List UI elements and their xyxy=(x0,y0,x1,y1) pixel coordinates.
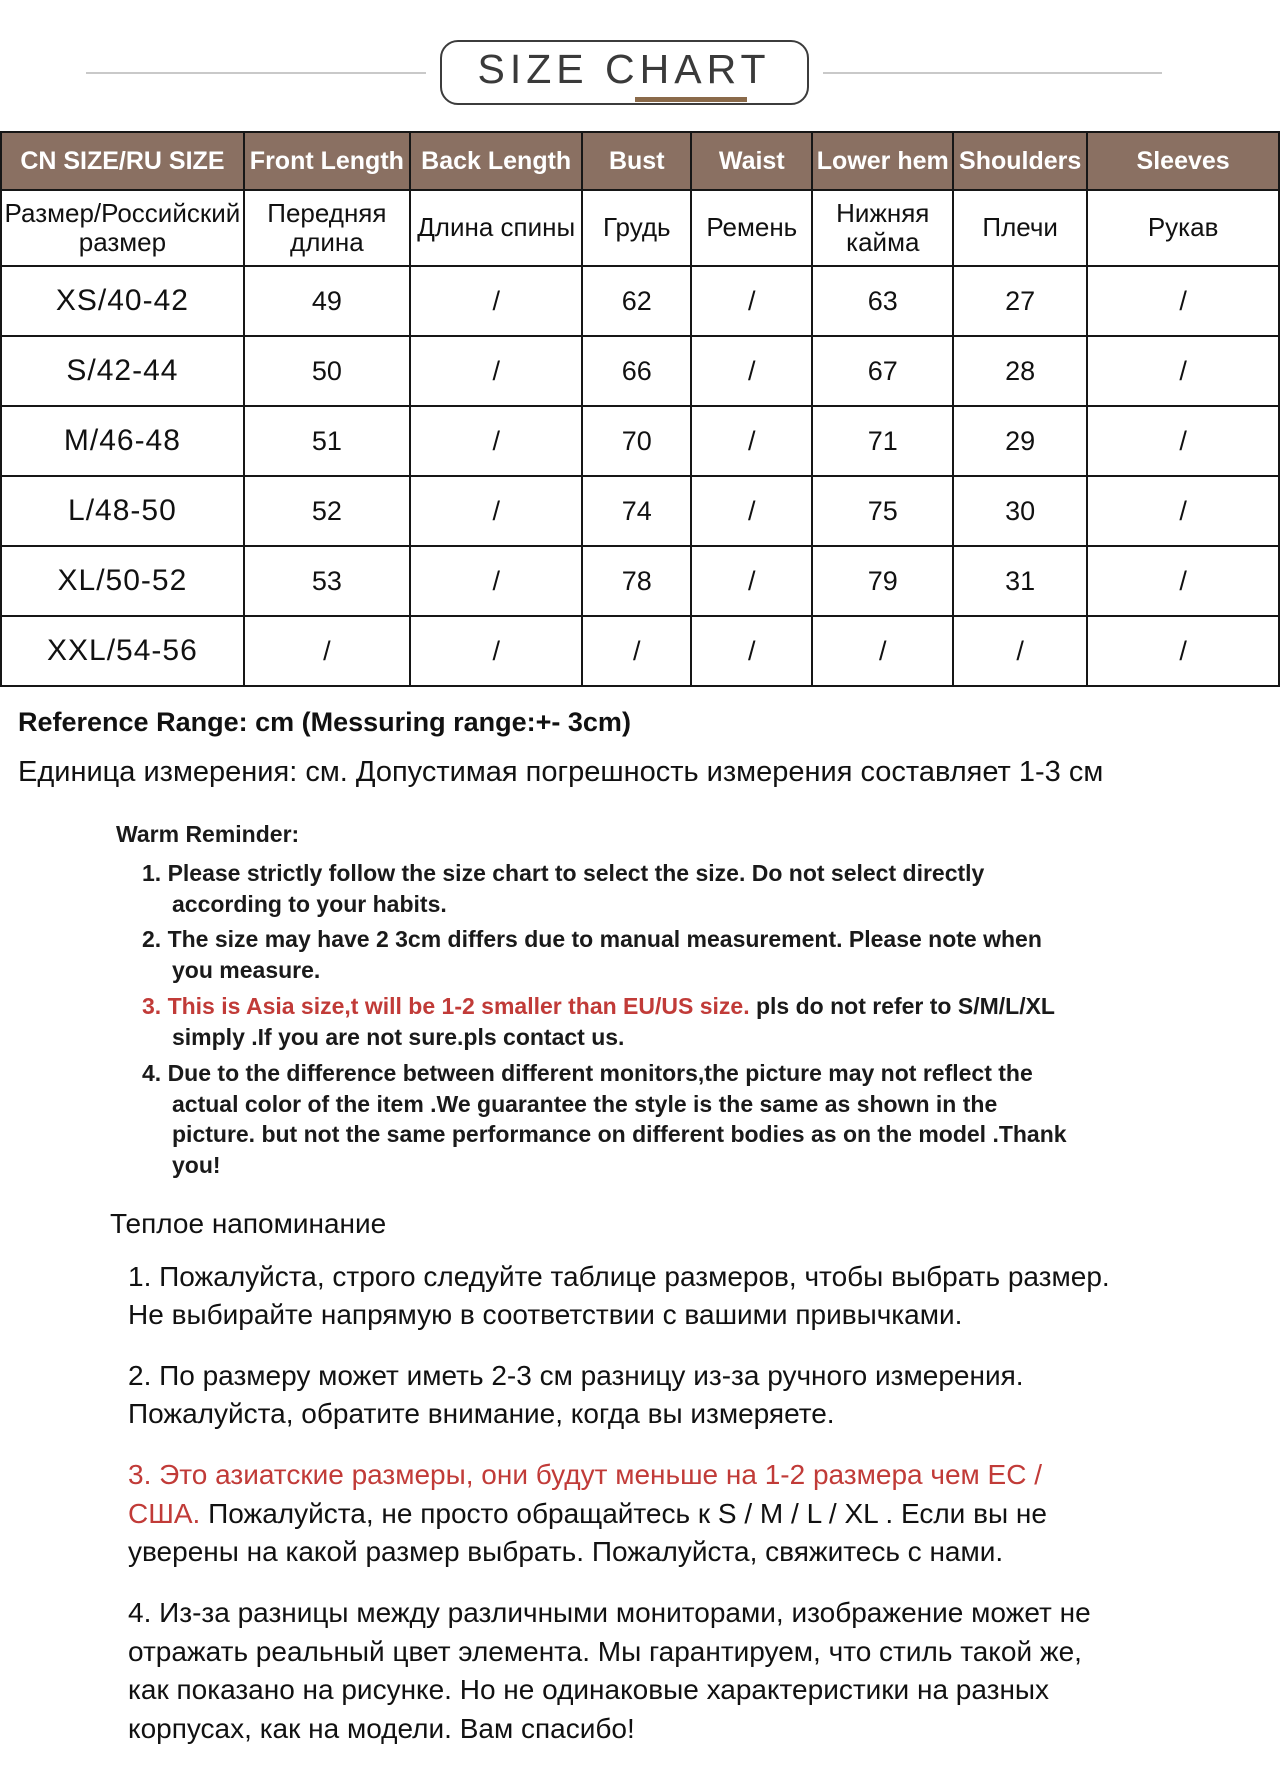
warm-reminder-item-3 xyxy=(142,991,1076,1053)
reminder-text: 1. Please strictly follow the size chart to select the size. Do not select directly according to your habits. xyxy=(142,859,985,917)
col-header-bust-en: Bust xyxy=(582,132,691,190)
value-cell: 52 xyxy=(244,476,410,546)
col-header-size-en: CN SIZE/RU SIZE xyxy=(1,132,244,190)
value-cell: / xyxy=(410,266,583,336)
value-cell: / xyxy=(1087,406,1279,476)
value-cell: / xyxy=(1087,616,1279,686)
reminder-text-red: 3. Это азиатские размеры, они будут меньше на 1-2 размера чем ЕС / США. xyxy=(128,1459,1043,1529)
ru-reminder-title: Теплое напоминание xyxy=(110,1207,387,1239)
col-header-waist-en: Waist xyxy=(691,132,812,190)
value-cell: / xyxy=(1087,266,1279,336)
value-cell: / xyxy=(410,616,583,686)
reminder-text-red: 3. This is Asia size,t will be 1-2 smaller than EU/US size. xyxy=(142,993,750,1020)
value-cell: / xyxy=(691,616,812,686)
warm-reminder-item-4 xyxy=(142,1058,1076,1181)
size-cell: S/42-44 xyxy=(1,336,244,406)
title-row xyxy=(86,40,1162,105)
size-chart-page xyxy=(0,40,1280,1748)
value-cell: / xyxy=(1087,476,1279,546)
size-chart-title-box xyxy=(440,40,809,105)
page-title: SIZE CHART xyxy=(477,46,771,92)
col-header-shoulders-en: Shoulders xyxy=(953,132,1087,190)
value-cell: / xyxy=(691,336,812,406)
value-cell: 27 xyxy=(953,266,1087,336)
value-cell: / xyxy=(410,476,583,546)
title-underline-accent xyxy=(635,97,747,102)
warm-reminder-section xyxy=(116,819,1076,1181)
value-cell: / xyxy=(410,546,583,616)
col-header-bust-ru: Грудь xyxy=(582,190,691,266)
value-cell: 49 xyxy=(244,266,410,336)
value-cell: 74 xyxy=(582,476,691,546)
reminder-text: 4. Due to the difference between different monitors,the picture may not reflect the actual color of the item .We guarantee the style is the same as shown in the picture. but not the same performance on different bodies as on the model .Thank you! xyxy=(142,1059,1067,1179)
value-cell: / xyxy=(953,616,1087,686)
col-header-sleeves-ru: Рукав xyxy=(1087,190,1279,266)
size-row-s xyxy=(1,336,1279,406)
warm-reminder-item-1 xyxy=(142,858,1076,920)
value-cell: 71 xyxy=(812,406,953,476)
value-cell: 78 xyxy=(582,546,691,616)
value-cell: 66 xyxy=(582,336,691,406)
value-cell: / xyxy=(691,406,812,476)
size-cell: XXL/54-56 xyxy=(1,616,244,686)
value-cell: 67 xyxy=(812,336,953,406)
reminder-text: pls do not refer to S/M/L/XL simply .If you are not sure.pls contact us. xyxy=(172,993,1055,1050)
ru-reminder-section xyxy=(110,1205,1120,1749)
reminder-text: 4. Из-за разницы между различными мониторами, изображение может не отражать реальный цвет элемента. Мы гарантируем, что стиль такой же, как показано на рисунке. Но не одинаковые характеристики на разных корпусах, как на модели. Вам спасибо! xyxy=(128,1596,1091,1744)
col-header-front-length-en: Front Length xyxy=(244,132,410,190)
reference-range-ru: Единица измерения: см. Допустимая погрешность измерения составляет 1-3 см xyxy=(18,756,1104,788)
value-cell: / xyxy=(244,616,410,686)
value-cell: 53 xyxy=(244,546,410,616)
col-header-back-length-ru: Длина спины xyxy=(410,190,583,266)
reference-range-en: Reference Range: cm (Messuring range:+- 3cm) xyxy=(18,707,631,737)
value-cell: 31 xyxy=(953,546,1087,616)
value-cell: 79 xyxy=(812,546,953,616)
ru-reminder-item-4 xyxy=(128,1594,1120,1749)
value-cell: / xyxy=(691,546,812,616)
size-cell: L/48-50 xyxy=(1,476,244,546)
value-cell: 51 xyxy=(244,406,410,476)
value-cell: 29 xyxy=(953,406,1087,476)
size-row-xs xyxy=(1,266,1279,336)
ru-reminder-item-1 xyxy=(128,1258,1120,1335)
size-cell: XS/40-42 xyxy=(1,266,244,336)
col-header-size-ru: Размер/Российский размер xyxy=(1,190,244,266)
value-cell: 30 xyxy=(953,476,1087,546)
warm-reminder-item-2 xyxy=(142,924,1076,986)
size-cell: M/46-48 xyxy=(1,406,244,476)
value-cell: 70 xyxy=(582,406,691,476)
title-divider-left xyxy=(86,72,426,74)
size-row-m xyxy=(1,406,1279,476)
reminder-text: Пожалуйста, не просто обращайтесь к S / M / L / XL . Если вы не уверены на какой размер выбрать. Пожалуйста, свяжитесь с нами. xyxy=(128,1497,1047,1568)
value-cell: / xyxy=(410,336,583,406)
value-cell: / xyxy=(1087,546,1279,616)
size-row-xxl xyxy=(1,616,1279,686)
col-header-lower-hem-ru: Нижняя кайма xyxy=(812,190,953,266)
col-header-front-length-ru: Передняя длина xyxy=(244,190,410,266)
value-cell: / xyxy=(410,406,583,476)
value-cell: / xyxy=(691,476,812,546)
table-header-row-ru xyxy=(1,190,1279,266)
value-cell: 50 xyxy=(244,336,410,406)
col-header-lower-hem-en: Lower hem xyxy=(812,132,953,190)
title-divider-right xyxy=(823,72,1163,74)
size-row-xl xyxy=(1,546,1279,616)
value-cell: 75 xyxy=(812,476,953,546)
reminder-text: 1. Пожалуйста, строго следуйте таблице размеров, чтобы выбрать размер. Не выбирайте напрямую в соответствии с вашими привычками. xyxy=(128,1260,1110,1331)
ru-reminder-item-2 xyxy=(128,1357,1120,1434)
size-table xyxy=(0,131,1280,687)
value-cell: 63 xyxy=(812,266,953,336)
size-cell: XL/50-52 xyxy=(1,546,244,616)
col-header-back-length-en: Back Length xyxy=(410,132,583,190)
value-cell: 62 xyxy=(582,266,691,336)
value-cell: / xyxy=(582,616,691,686)
col-header-sleeves-en: Sleeves xyxy=(1087,132,1279,190)
ru-reminder-item-3 xyxy=(128,1456,1120,1572)
col-header-waist-ru: Ремень xyxy=(691,190,812,266)
value-cell: 28 xyxy=(953,336,1087,406)
value-cell: / xyxy=(691,266,812,336)
size-row-l xyxy=(1,476,1279,546)
value-cell: / xyxy=(812,616,953,686)
reminder-text: 2. По размеру может иметь 2-3 см разницу из-за ручного измерения. Пожалуйста, обратите внимание, когда вы измеряете. xyxy=(128,1359,1024,1430)
warm-reminder-title: Warm Reminder: xyxy=(116,821,300,847)
value-cell: / xyxy=(1087,336,1279,406)
table-header-row-en xyxy=(1,132,1279,190)
reminder-text: 2. The size may have 2 3cm differs due to manual measurement. Please note when you measure. xyxy=(142,926,1042,984)
col-header-shoulders-ru: Плечи xyxy=(953,190,1087,266)
